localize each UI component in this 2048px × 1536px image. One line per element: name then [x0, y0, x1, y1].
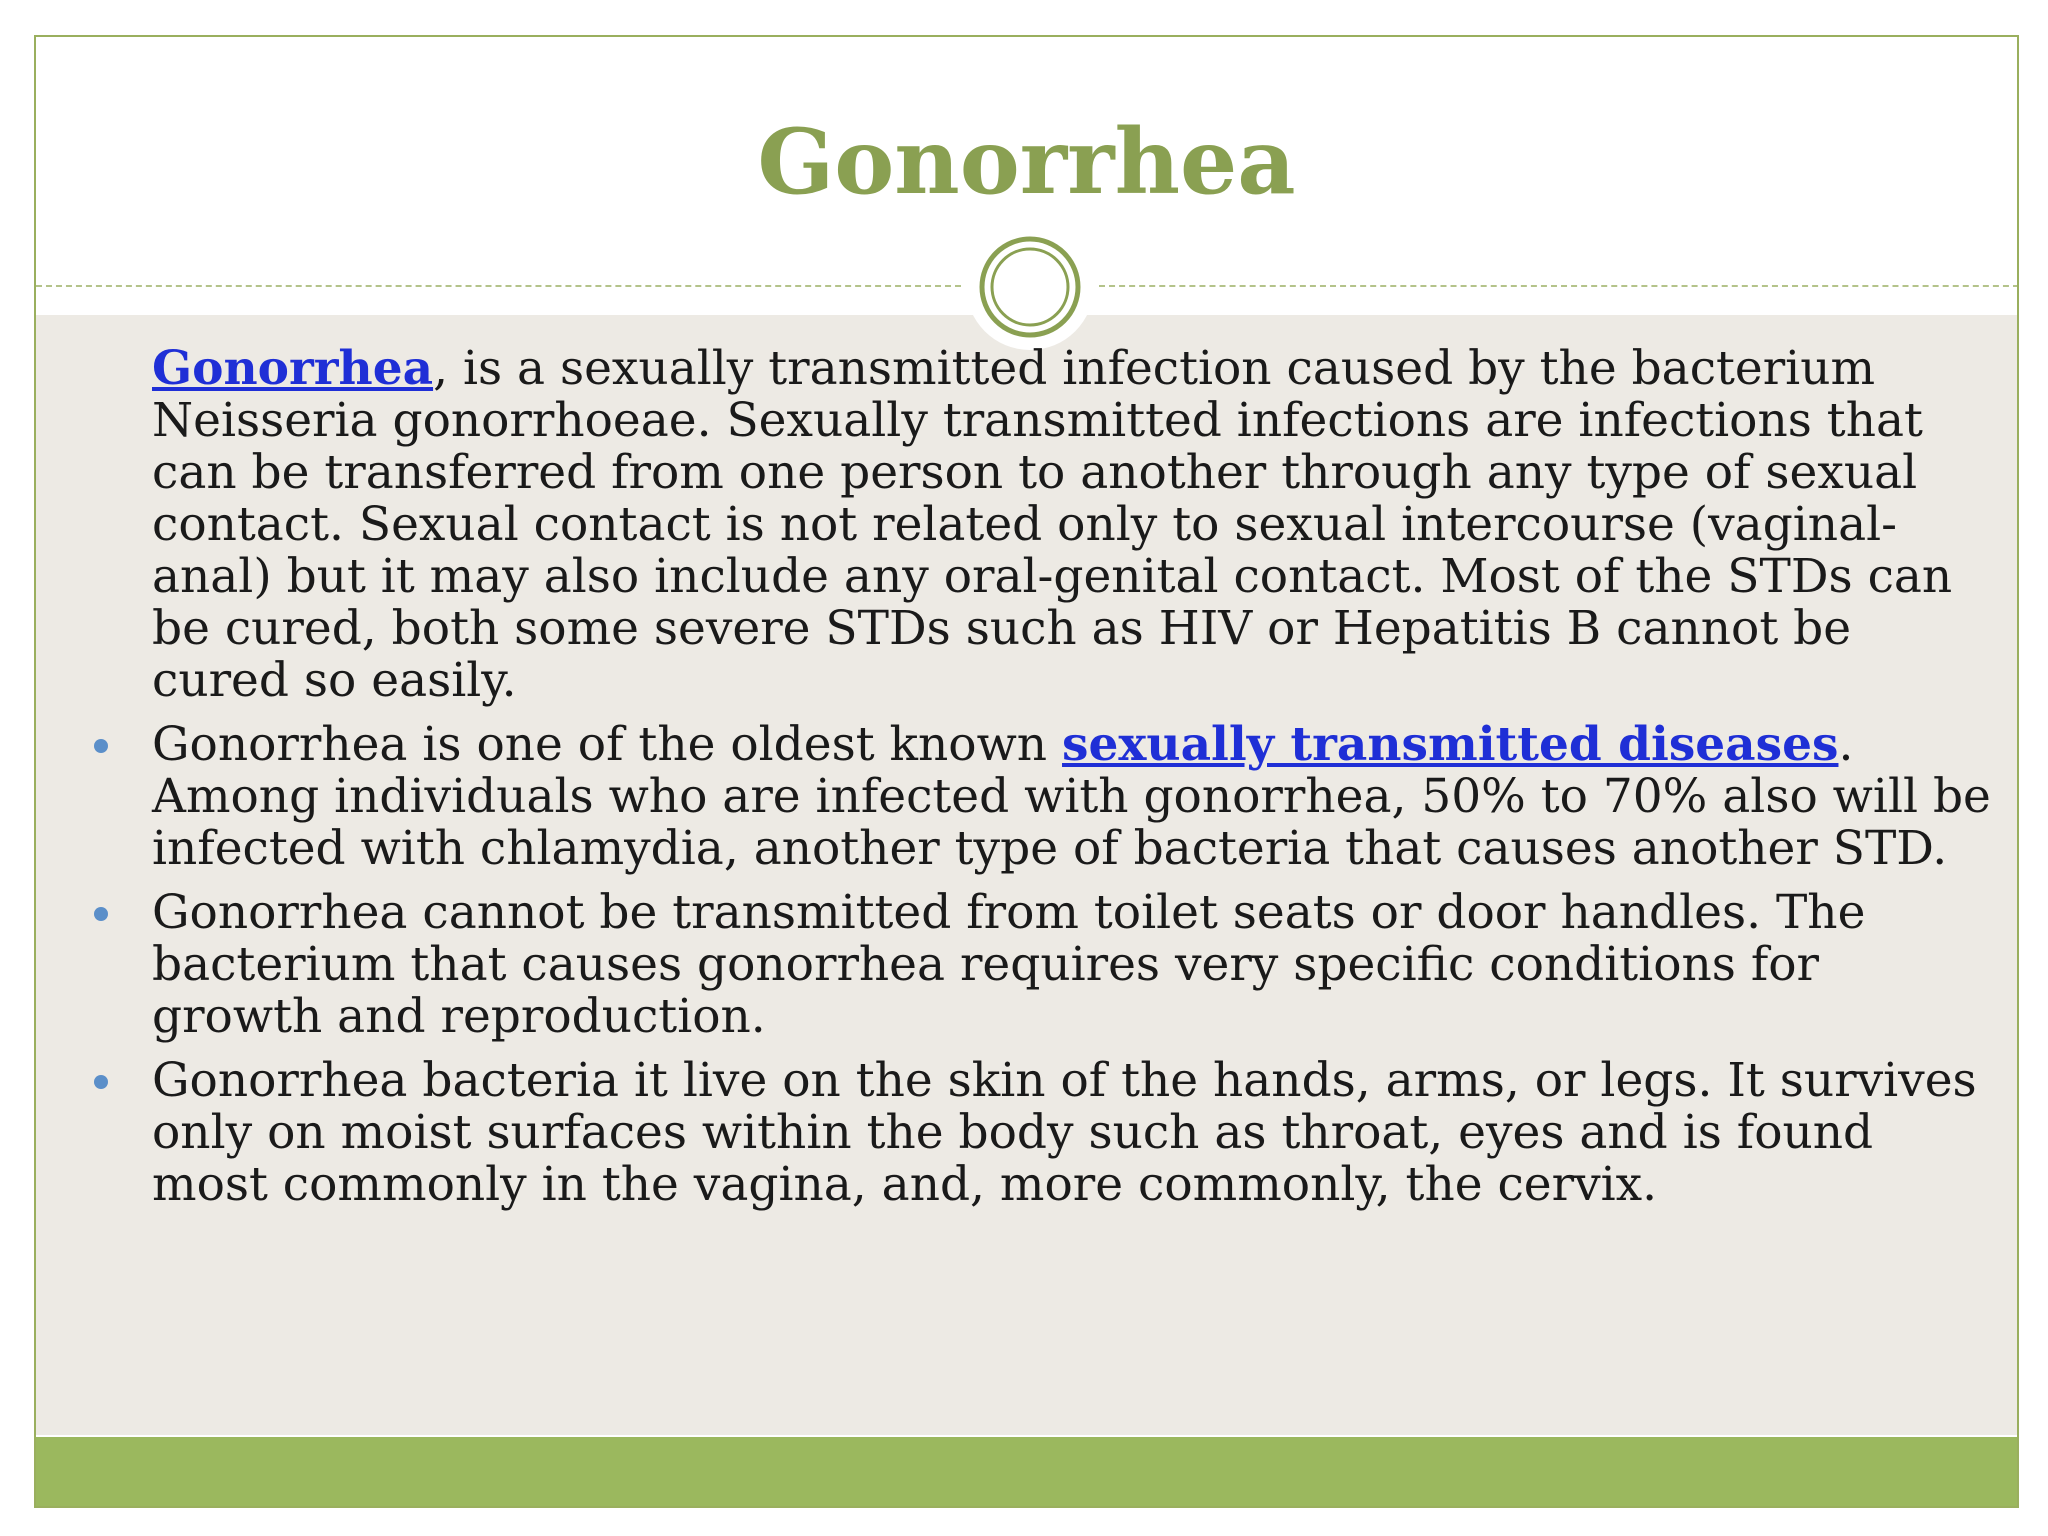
bullet-dot-icon	[94, 739, 108, 753]
slide-title: Gonorrhea	[757, 109, 1296, 215]
bullet-text-before: Gonorrhea is one of the oldest known	[152, 717, 1063, 772]
gonorrhea-link[interactable]: Gonorrhea	[152, 341, 434, 396]
std-link[interactable]: sexually transmitted diseases	[1062, 717, 1839, 772]
intro-paragraph	[152, 343, 1992, 707]
slide-body	[152, 343, 1992, 1223]
bullet-dot-icon	[94, 907, 108, 921]
bullet-text-after: . Among individuals who are infected with gonorrhea, 50% to 70% also will be infected with chlamydia, another type of bacteria that causes another STD.	[152, 717, 1991, 876]
bullet-text: Gonorrhea bacteria it live on the skin of the hands, arms, or legs. It survives only on moist surfaces within the body such as throat, eyes and is found most commonly in the vagina, and, more commonly, the cervix.	[152, 1053, 1977, 1212]
double-ring-icon	[976, 233, 1084, 341]
slide	[34, 35, 2019, 1508]
bullet-item	[152, 719, 1992, 875]
footer-accent-bar	[36, 1437, 2017, 1508]
bullet-text: Gonorrhea cannot be transmitted from toilet seats or door handles. The bacterium that causes gonorrhea requires very specific conditions for growth and reproduction.	[152, 885, 1866, 1044]
bullet-dot-icon	[94, 1075, 108, 1089]
header-divider-left	[36, 285, 961, 287]
header-divider-right	[1099, 285, 2019, 287]
intro-text: , is a sexually transmitted infection caused by the bacterium Neisseria gonorrhoeae. Sexually transmitted infections are infections that can be transferred from one person to another through any type of sexual contact. Sexual contact is not related only to sexual intercourse (vaginal-anal) but it may also include any oral-genital contact. Most of the STDs can be cured, both some severe STDs such as HIV or Hepatitis B cannot be cured so easily.	[152, 341, 1953, 708]
bullet-item	[152, 887, 1992, 1043]
bullet-list	[152, 719, 1992, 1211]
bullet-item	[152, 1055, 1992, 1211]
